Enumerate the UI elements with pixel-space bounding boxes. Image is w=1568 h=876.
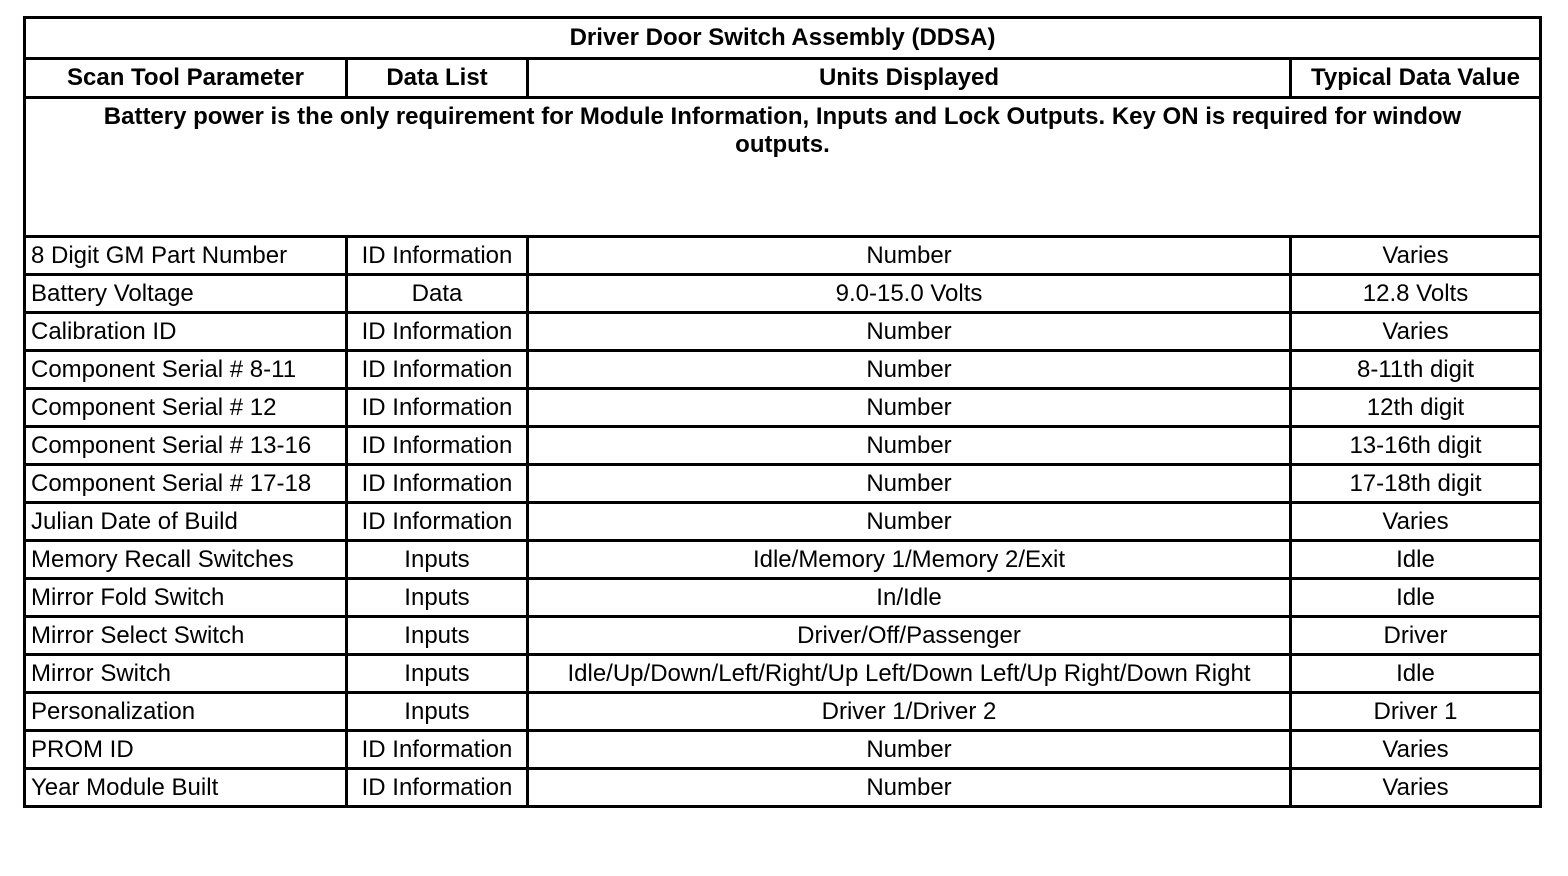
cell-parameter: Component Serial # 8-11 xyxy=(25,351,347,389)
cell-data-list: ID Information xyxy=(347,731,528,769)
cell-parameter: Component Serial # 17-18 xyxy=(25,465,347,503)
ddsa-data-table xyxy=(23,16,1542,808)
table-title: Driver Door Switch Assembly (DDSA) xyxy=(25,18,1541,59)
cell-typical-value: Varies xyxy=(1291,731,1541,769)
cell-data-list: ID Information xyxy=(347,389,528,427)
header-row xyxy=(25,59,1541,98)
cell-typical-value: Idle xyxy=(1291,541,1541,579)
cell-units: Number xyxy=(528,389,1291,427)
table-row xyxy=(25,731,1541,769)
table-row xyxy=(25,655,1541,693)
cell-data-list: ID Information xyxy=(347,351,528,389)
cell-data-list: Inputs xyxy=(347,579,528,617)
cell-units: Number xyxy=(528,237,1291,275)
cell-units: Idle/Up/Down/Left/Right/Up Left/Down Left/Up Right/Down Right xyxy=(528,655,1291,693)
title-row xyxy=(25,18,1541,59)
table-row xyxy=(25,237,1541,275)
table-row xyxy=(25,769,1541,807)
requirement-note: Battery power is the only requirement for Module Information, Inputs and Lock Outputs. Key ON is required for window outputs. xyxy=(25,98,1541,237)
cell-parameter: Calibration ID xyxy=(25,313,347,351)
cell-parameter: Memory Recall Switches xyxy=(25,541,347,579)
cell-parameter: Mirror Select Switch xyxy=(25,617,347,655)
cell-parameter: Battery Voltage xyxy=(25,275,347,313)
table-row xyxy=(25,503,1541,541)
cell-data-list: Inputs xyxy=(347,617,528,655)
cell-units: Number xyxy=(528,351,1291,389)
cell-units: Number xyxy=(528,427,1291,465)
cell-typical-value: 12th digit xyxy=(1291,389,1541,427)
cell-typical-value: Varies xyxy=(1291,769,1541,807)
header-typical-data-value: Typical Data Value xyxy=(1291,59,1541,98)
cell-parameter: Mirror Fold Switch xyxy=(25,579,347,617)
table-row xyxy=(25,617,1541,655)
table-row xyxy=(25,693,1541,731)
header-scan-tool-parameter: Scan Tool Parameter xyxy=(25,59,347,98)
cell-parameter: Personalization xyxy=(25,693,347,731)
cell-parameter: Mirror Switch xyxy=(25,655,347,693)
cell-units: Driver/Off/Passenger xyxy=(528,617,1291,655)
note-row xyxy=(25,98,1541,237)
cell-units: Number xyxy=(528,503,1291,541)
cell-typical-value: 8-11th digit xyxy=(1291,351,1541,389)
cell-parameter: Year Module Built xyxy=(25,769,347,807)
cell-data-list: Inputs xyxy=(347,655,528,693)
cell-typical-value: Varies xyxy=(1291,237,1541,275)
cell-units: 9.0-15.0 Volts xyxy=(528,275,1291,313)
cell-units: In/Idle xyxy=(528,579,1291,617)
cell-units: Number xyxy=(528,731,1291,769)
cell-data-list: Inputs xyxy=(347,541,528,579)
cell-units: Number xyxy=(528,465,1291,503)
cell-parameter: Julian Date of Build xyxy=(25,503,347,541)
cell-data-list: ID Information xyxy=(347,503,528,541)
cell-data-list: Inputs xyxy=(347,693,528,731)
cell-typical-value: Idle xyxy=(1291,579,1541,617)
cell-typical-value: 17-18th digit xyxy=(1291,465,1541,503)
cell-units: Driver 1/Driver 2 xyxy=(528,693,1291,731)
cell-units: Idle/Memory 1/Memory 2/Exit xyxy=(528,541,1291,579)
table-row xyxy=(25,275,1541,313)
cell-parameter: 8 Digit GM Part Number xyxy=(25,237,347,275)
header-units-displayed: Units Displayed xyxy=(528,59,1291,98)
cell-parameter: Component Serial # 12 xyxy=(25,389,347,427)
cell-data-list: ID Information xyxy=(347,237,528,275)
cell-data-list: ID Information xyxy=(347,313,528,351)
cell-typical-value: Driver 1 xyxy=(1291,693,1541,731)
cell-typical-value: Driver xyxy=(1291,617,1541,655)
cell-typical-value: 12.8 Volts xyxy=(1291,275,1541,313)
table-row xyxy=(25,313,1541,351)
header-data-list: Data List xyxy=(347,59,528,98)
table-row xyxy=(25,465,1541,503)
cell-typical-value: 13-16th digit xyxy=(1291,427,1541,465)
cell-data-list: Data xyxy=(347,275,528,313)
cell-typical-value: Varies xyxy=(1291,503,1541,541)
cell-parameter: PROM ID xyxy=(25,731,347,769)
cell-data-list: ID Information xyxy=(347,427,528,465)
cell-units: Number xyxy=(528,769,1291,807)
table-row xyxy=(25,579,1541,617)
cell-typical-value: Varies xyxy=(1291,313,1541,351)
table-row xyxy=(25,389,1541,427)
cell-parameter: Component Serial # 13-16 xyxy=(25,427,347,465)
cell-data-list: ID Information xyxy=(347,769,528,807)
cell-units: Number xyxy=(528,313,1291,351)
table-row xyxy=(25,427,1541,465)
cell-data-list: ID Information xyxy=(347,465,528,503)
table-row xyxy=(25,351,1541,389)
cell-typical-value: Idle xyxy=(1291,655,1541,693)
table-row xyxy=(25,541,1541,579)
